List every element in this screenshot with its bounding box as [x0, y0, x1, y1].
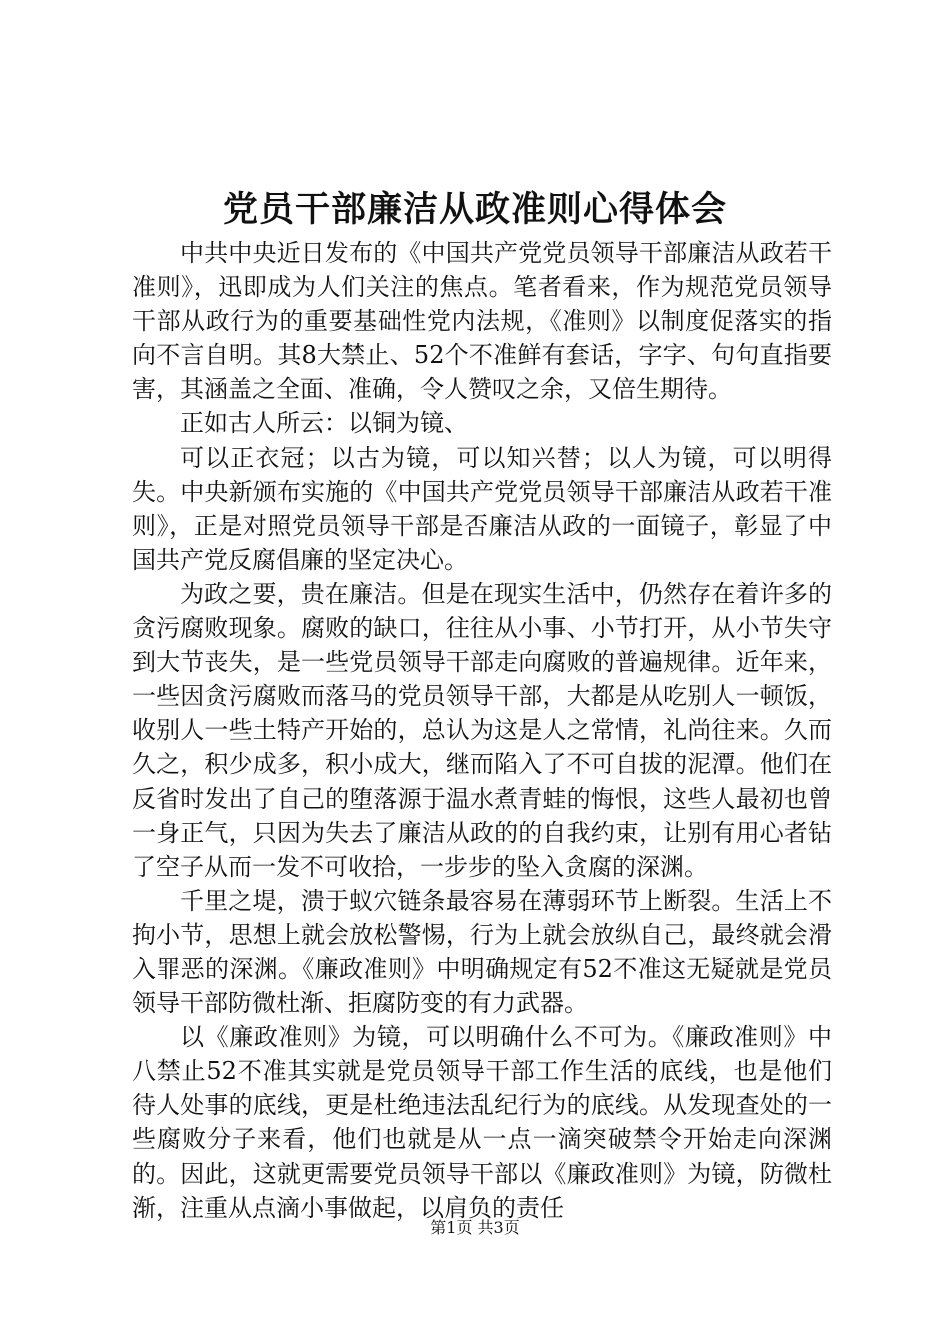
page-footer: 第1页 共3页	[430, 1218, 520, 1237]
document-title: 党员干部廉洁从政准则心得体会	[222, 189, 727, 230]
document-body	[132, 236, 832, 1225]
paragraph: 千里之堤，溃于蚁穴链条最容易在薄弱环节上断裂。生活上不拘小节，思想上就会放松警惕，行为上就会放纵自己，最终就会滑入罪恶的深渊。《廉政准则》中明确规定有52不准这无疑就是党员领导干部防微杜渐、拒腐防变的有力武器。	[132, 886, 832, 1018]
paragraph: 为政之要，贵在廉洁。但是在现实生活中，仍然存在着许多的贪污腐败现象。腐败的缺口，往往从小事、小节打开，从小节失守到大节丧失，是一些党员领导干部走向腐败的普遍规律。近年来，一些因贪污腐败而落马的党员领导干部，大都是从吃别人一顿饭，收别人一些土特产开始的，总认为这是人之常情，礼尚往来。久而久之，积少成多，积小成大，继而陷入了不可自拔的泥潭。他们在反省时发出了自己的堕落源于温水煮青蛙的悔恨，这些人最初也曾一身正气，只因为失去了廉洁从政的的自我约束，让别有用心者钻了空子从而一发不可收拾，一步步的坠入贪腐的深渊。	[132, 579, 832, 881]
paragraph: 正如古人所云：以铜为镜、	[180, 409, 468, 438]
paragraph: 可以正衣冠；以古为镜，可以知兴替；以人为镜，可以明得失。中央新颁布实施的《中国共产党党员领导干部廉洁从政若干准则》，正是对照党员领导干部是否廉洁从政的一面镜子，彰显了中国共产党反腐倡廉的坚定决心。	[132, 443, 832, 574]
paragraph: 以《廉政准则》为镜，可以明确什么不可为。《廉政准则》中八禁止52不准其实就是党员领导干部工作生活的底线，也是他们待人处事的底线，更是杜绝违法乱纪行为的底线。从发现查处的一些腐败分子来看，他们也就是从一点一滴突破禁令开始走向深渊的。因此，这就更需要党员领导干部以《廉政准则》为镜，防微杜渐，注重从点滴小事做起，以肩负的责任	[132, 1023, 832, 1222]
paragraph: 中共中央近日发布的《中国共产党党员领导干部廉洁从政若干准则》，迅即成为人们关注的焦点。笔者看来，作为规范党员领导干部从政行为的重要基础性党内法规，《准则》以制度促落实的指向不言自明。其8大禁止、52个不准鲜有套话，字字、句句直指要害，其涵盖之全面、准确，令人赞叹之余，又倍生期待。	[132, 239, 832, 404]
